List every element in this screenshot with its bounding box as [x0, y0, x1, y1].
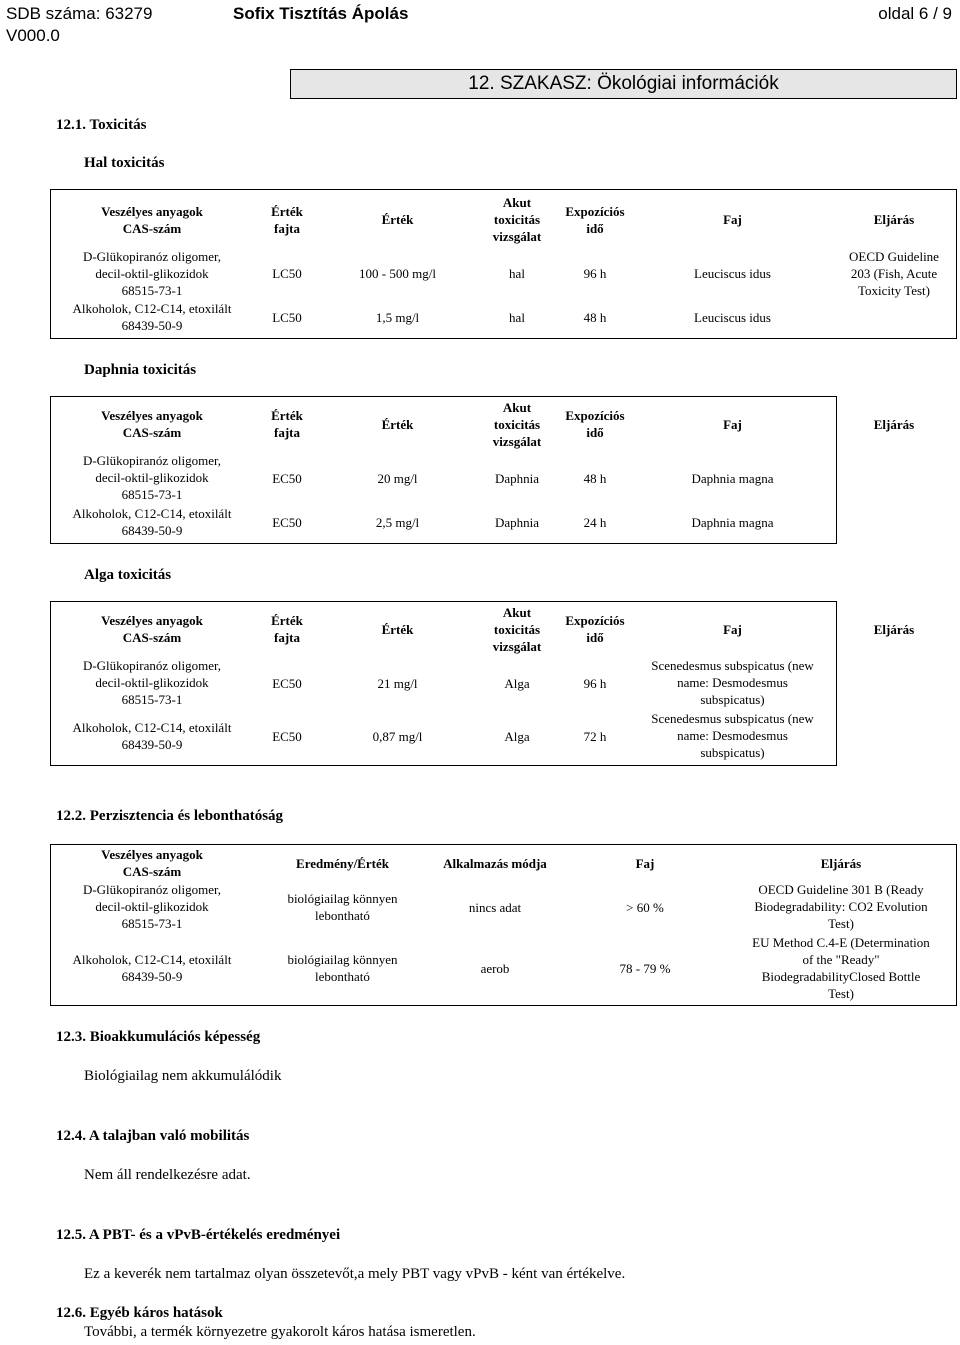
fish-method: OECD Guideline 203 (Fish, Acute Toxicity Test): [849, 249, 939, 298]
substance-1: D-Glükopiranóz oligomer, decil-oktil-glikozidok 68515-73-1: [82, 658, 222, 707]
alga-row1-time: 96 h: [583, 676, 607, 691]
persistence-row1-application: nincs adat: [468, 900, 522, 915]
substance-2: Alkoholok, C12-C14, etoxilált 68439-50-9: [72, 952, 232, 984]
pbt-heading: 12.5. A PBT- és a vPvB-értékelés eredményei: [56, 1227, 341, 1243]
daphnia-row2-type: EC50: [272, 515, 302, 530]
persistence-row2-application: aerob: [480, 961, 510, 976]
bioaccumulation-text: Biológiailag nem akkumulálódik: [84, 1068, 282, 1084]
alga-row2-type: EC50: [272, 729, 302, 744]
daphnia-row1-test: Daphnia: [494, 471, 540, 486]
persistence-row2-result: biológiailag könnyen lebontható: [287, 952, 398, 984]
daphnia-row2-value: 2,5 mg/l: [375, 515, 420, 530]
col-acute: Akut toxicitás vizsgálat: [492, 400, 542, 449]
page-number: oldal 6 / 9: [878, 4, 952, 23]
sdb-number: SDB száma: 63279: [6, 4, 153, 23]
section-title: 12. SZAKASZ: Ökológiai információk: [290, 69, 957, 99]
persistence-row1-method: OECD Guideline 301 B (Ready Biodegradability: CO2 Evolution Test): [754, 882, 928, 931]
col-exposure: Expozíciós idő: [565, 613, 625, 645]
col-application: Alkalmazás módja: [443, 856, 547, 871]
alga-row2-value: 0,87 mg/l: [372, 729, 423, 744]
fish-title: Hal toxicitás: [84, 155, 165, 171]
persistence-row1-species: > 60 %: [626, 900, 664, 915]
substance-2: Alkoholok, C12-C14, etoxilált 68439-50-9: [72, 506, 232, 538]
col-method: Eljárás: [873, 622, 915, 637]
col-substance: Veszélyes anyagok CAS-szám: [101, 613, 203, 645]
col-method: Eljárás: [873, 417, 915, 432]
col-species: Faj: [723, 212, 742, 227]
fish-row2-type: LC50: [272, 310, 302, 325]
col-result: Eredmény/Érték: [296, 856, 389, 871]
col-substance: Veszélyes anyagok CAS-szám: [101, 204, 203, 236]
substance-1: D-Glükopiranóz oligomer, decil-oktil-glikozidok 68515-73-1: [82, 249, 222, 298]
col-method: Eljárás: [820, 856, 862, 871]
version: V000.0: [6, 26, 60, 45]
persistence-row2-species: 78 - 79 %: [619, 961, 671, 976]
daphnia-row2-test: Daphnia: [494, 515, 540, 530]
daphnia-row2-time: 24 h: [583, 515, 607, 530]
other-text: További, a termék környezetre gyakorolt káros hatása ismeretlen.: [84, 1324, 476, 1340]
fish-row2-species: Leuciscus idus: [694, 310, 771, 325]
daphnia-row1-type: EC50: [272, 471, 302, 486]
col-substance: Veszélyes anyagok CAS-szám: [101, 847, 203, 879]
col-species: Faj: [635, 856, 655, 871]
fish-row2-value: 1,5 mg/l: [375, 310, 420, 325]
alga-row1-type: EC50: [272, 676, 302, 691]
bioaccumulation-heading: 12.3. Bioakkumulációs képesség: [56, 1029, 261, 1045]
fish-row2-time: 48 h: [583, 310, 607, 325]
col-species: Faj: [723, 622, 742, 637]
daphnia-row1-species: Daphnia magna: [691, 471, 774, 486]
persistence-row1-result: biológiailag könnyen lebontható: [287, 891, 398, 923]
alga-row1-species: Scenedesmus subspicatus (new name: Desmodesmus subspicatus): [651, 658, 814, 707]
daphnia-row2-species: Daphnia magna: [691, 515, 774, 530]
col-value-type: Érték fajta: [271, 613, 303, 645]
fish-row1-test: hal: [509, 266, 525, 281]
alga-row2-time: 72 h: [583, 729, 607, 744]
daphnia-title: Daphnia toxicitás: [84, 362, 197, 378]
fish-row1-value: 100 - 500 mg/l: [359, 266, 436, 281]
col-exposure: Expozíciós idő: [565, 408, 625, 440]
col-substance: Veszélyes anyagok CAS-szám: [101, 408, 203, 440]
alga-title: Alga toxicitás: [84, 567, 172, 583]
substance-2: Alkoholok, C12-C14, etoxilált 68439-50-9: [72, 720, 232, 752]
fish-row1-time: 96 h: [583, 266, 607, 281]
col-acute: Akut toxicitás vizsgálat: [492, 605, 542, 654]
col-acute: Akut toxicitás vizsgálat: [492, 195, 542, 244]
col-value-type: Érték fajta: [271, 408, 303, 440]
persistence-row2-method: EU Method C.4-E (Determination of the "Ready" BiodegradabilityClosed Bottle Test): [752, 935, 930, 1001]
col-value-type: Érték fajta: [271, 204, 303, 236]
other-heading: 12.6. Egyéb káros hatások: [56, 1305, 223, 1321]
col-species: Faj: [723, 417, 742, 432]
col-value: Érték: [381, 417, 414, 432]
daphnia-row1-value: 20 mg/l: [377, 471, 418, 486]
substance-1: D-Glükopiranóz oligomer, decil-oktil-glikozidok 68515-73-1: [82, 453, 222, 502]
alga-row1-test: Alga: [504, 676, 530, 691]
substance-1: D-Glükopiranóz oligomer, decil-oktil-glikozidok 68515-73-1: [82, 882, 222, 931]
toxicity-heading: 12.1. Toxicitás: [56, 117, 147, 133]
alga-row1-value: 21 mg/l: [377, 676, 418, 691]
fish-row1-species: Leuciscus idus: [694, 266, 771, 281]
pbt-text: Ez a keverék nem tartalmaz olyan összetevőt,a mely PBT vagy vPvB - ként van értékelve.: [84, 1266, 626, 1282]
alga-row2-species: Scenedesmus subspicatus (new name: Desmodesmus subspicatus): [651, 711, 814, 760]
mobility-text: Nem áll rendelkezésre adat.: [84, 1167, 251, 1183]
mobility-heading: 12.4. A talajban való mobilitás: [56, 1128, 250, 1144]
fish-row1-type: LC50: [272, 266, 302, 281]
col-value: Érték: [381, 622, 414, 637]
fish-row2-test: hal: [509, 310, 525, 325]
persistence-heading: 12.2. Perzisztencia és lebonthatóság: [56, 808, 284, 824]
product-name: Sofix Tisztítás Ápolás: [233, 4, 409, 23]
col-method: Eljárás: [873, 212, 915, 227]
daphnia-row1-time: 48 h: [583, 471, 607, 486]
alga-row2-test: Alga: [504, 729, 530, 744]
col-exposure: Expozíciós idő: [565, 204, 625, 236]
substance-2: Alkoholok, C12-C14, etoxilált 68439-50-9: [72, 301, 232, 333]
col-value: Érték: [381, 212, 414, 227]
